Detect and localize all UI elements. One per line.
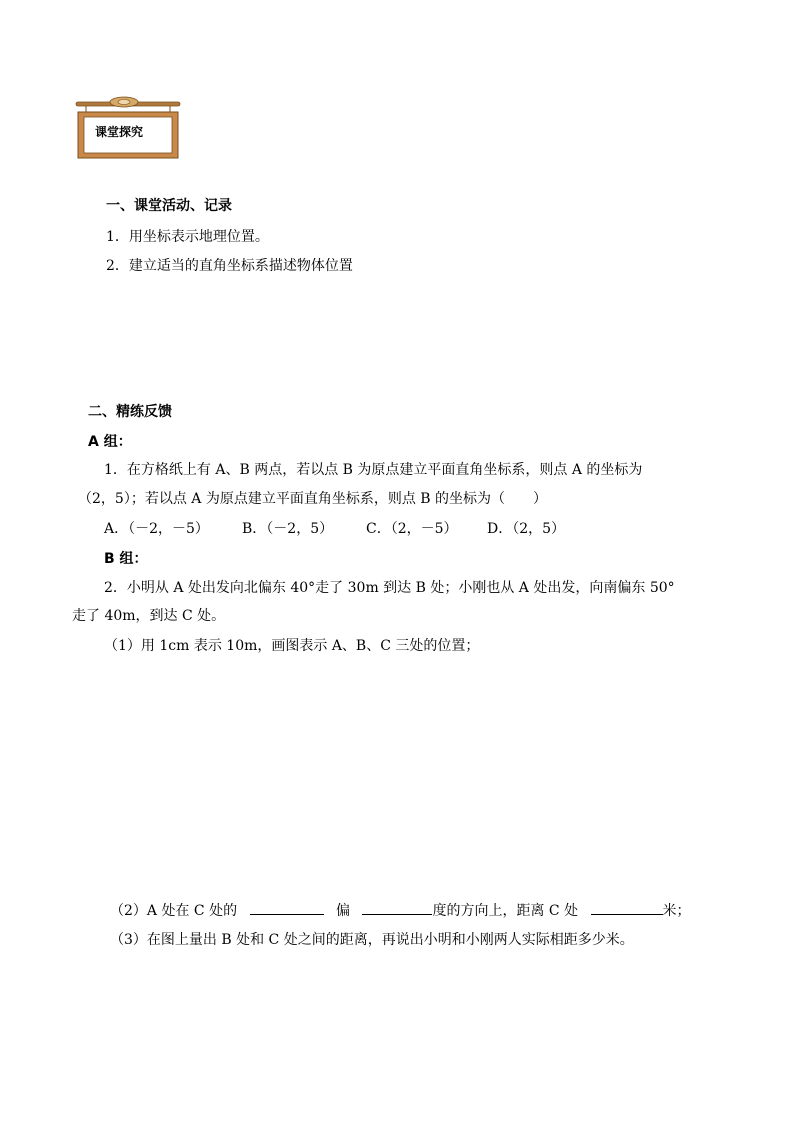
section1-item-2: 2．建立适当的直角坐标系描述物体位置 — [106, 258, 353, 274]
option-c: C．（2，－5） — [366, 521, 458, 537]
section1-item-1: 1．用坐标表示地理位置。 — [106, 229, 269, 245]
sub2-text-b: 偏 — [336, 903, 350, 919]
option-d: D．（2，5） — [487, 521, 566, 537]
question-2-line-2: 走了 40m，到达 C 处。 — [72, 608, 226, 624]
answer-blank-3[interactable] — [591, 900, 663, 915]
question-2-line-1: 2．小明从 A 处出发向北偏东 40°走了 30m 到达 B 处；小刚也从 A 处出发，向南偏东 50° — [104, 580, 675, 596]
question-2-sub-2 — [110, 900, 691, 920]
option-b: B．（－2，5） — [242, 521, 334, 537]
banner-label: 课堂探究 — [95, 125, 144, 139]
section1-heading: 一、课堂活动、记录 — [106, 198, 232, 214]
answer-blank-1[interactable] — [250, 900, 324, 915]
question-1-line-1: 1．在方格纸上有 A、B 两点，若以点 B 为原点建立平面直角坐标系，则点 A 的坐标为 — [104, 462, 643, 478]
sub2-text-c: 度的方向上，距离 C 处 — [432, 903, 579, 919]
group-b-label: B 组： — [104, 551, 148, 567]
group-a-label: A 组： — [88, 434, 132, 450]
option-a: A．（－2，－5） — [104, 521, 209, 537]
question-1-line-2: （2，5）；若以点 A 为原点建立平面直角坐标系，则点 B 的坐标为（ ） — [78, 491, 548, 507]
sub2-text-d: 米； — [662, 903, 691, 919]
question-2-sub-3: （3）在图上量出 B 处和 C 处之间的距离，再说出小明和小刚两人实际相距多少米。 — [110, 932, 634, 948]
sub2-text-a: （2）A 处在 C 处的 — [110, 903, 238, 919]
question-2-sub-1: （1）用 1cm 表示 10m，画图表示 A、B、C 三处的位置； — [104, 638, 480, 654]
section2-heading: 二、精练反馈 — [88, 404, 172, 420]
answer-blank-2[interactable] — [362, 900, 432, 915]
